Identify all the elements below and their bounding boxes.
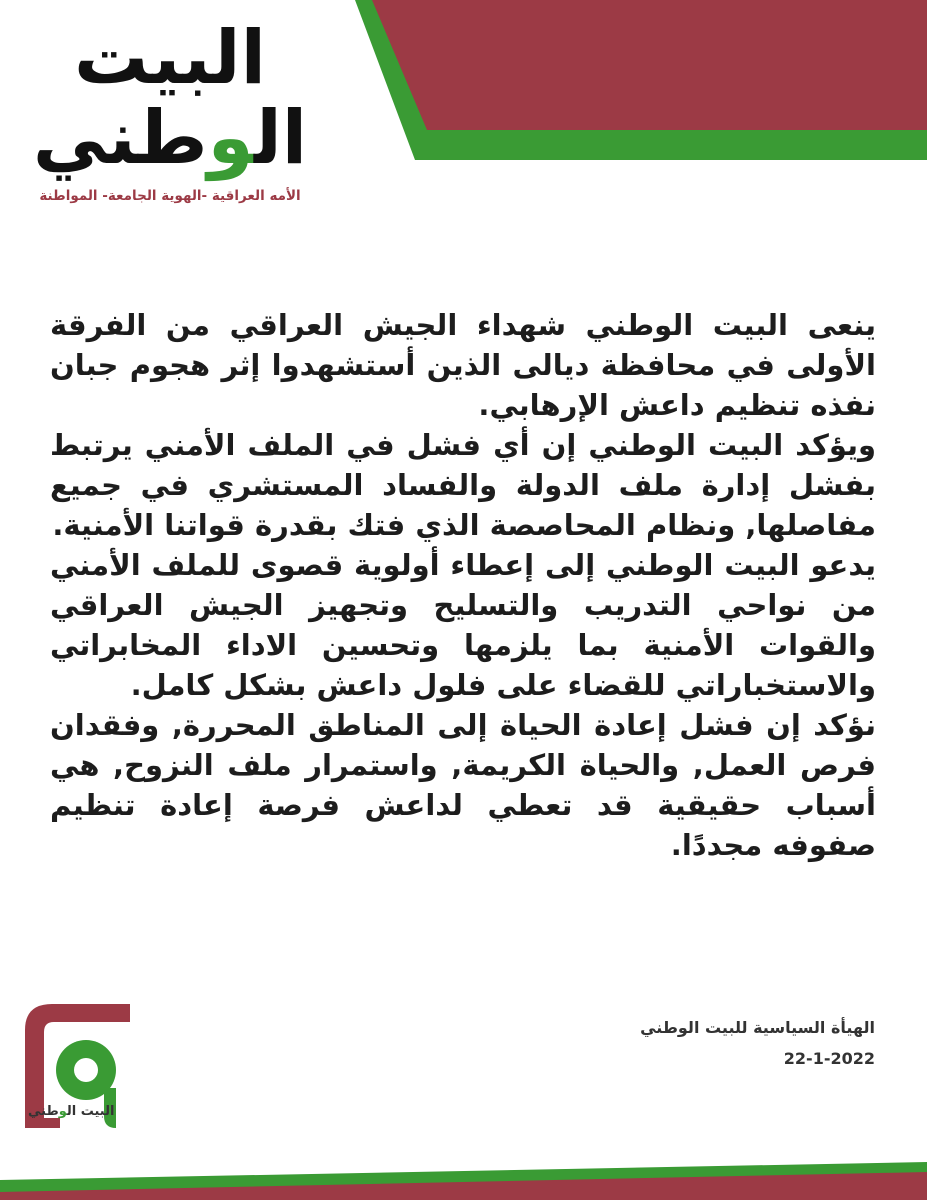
footer-band: [0, 1158, 927, 1200]
signatory-name: الهيأة السياسية للبيت الوطني: [640, 1018, 875, 1037]
logo-line-2: الوطني: [32, 95, 308, 181]
logo-line-1: البيت: [74, 15, 266, 101]
brand-logo: [30, 15, 310, 204]
statement-paragraph: نؤكد إن فشل إعادة الحياة إلى المناطق المحررة, وفقدان فرص العمل, والحياة الكريمة, واستمرار ملف النزوح, هي أسباب حقيقية قد تعطي لداعش فرصة إعادة تنظيم صفوفه مجددًا.: [50, 708, 876, 862]
signature-block: [640, 1018, 875, 1068]
statement-paragraph: يدعو البيت الوطني إلى إعطاء أولوية قصوى للملف الأمني من نواحي التدريب والتسليح وتجهيز الجيش العراقي والقوات الأمنية بما يلزمها وتحسين الاداء المخابراتي والاستخباراتي للقضاء على فلول داعش بشكل كامل.: [50, 548, 876, 702]
statement-body: [50, 305, 876, 865]
emblem-label: البيت الوطني: [28, 1104, 115, 1119]
statement-paragraph: ويؤكد البيت الوطني إن أي فشل في الملف الأمني يرتبط بفشل إدارة ملف الدولة والفساد المستشري في جميع مفاصلها, ونظام المحاصصة الذي فتك بقدرة قواتنا الأمنية.: [50, 428, 876, 542]
brand-tagline: الأمه العراقية -الهوية الجامعة- المواطنة: [39, 188, 301, 204]
statement-date: 22-1-2022: [783, 1049, 875, 1068]
statement-paragraph: ينعى البيت الوطني شهداء الجيش العراقي من الفرقة الأولى في محافظة ديالى الذين أستشهدوا إثر هجوم جبان نفذه تنظيم داعش الإرهابي.: [50, 308, 876, 422]
